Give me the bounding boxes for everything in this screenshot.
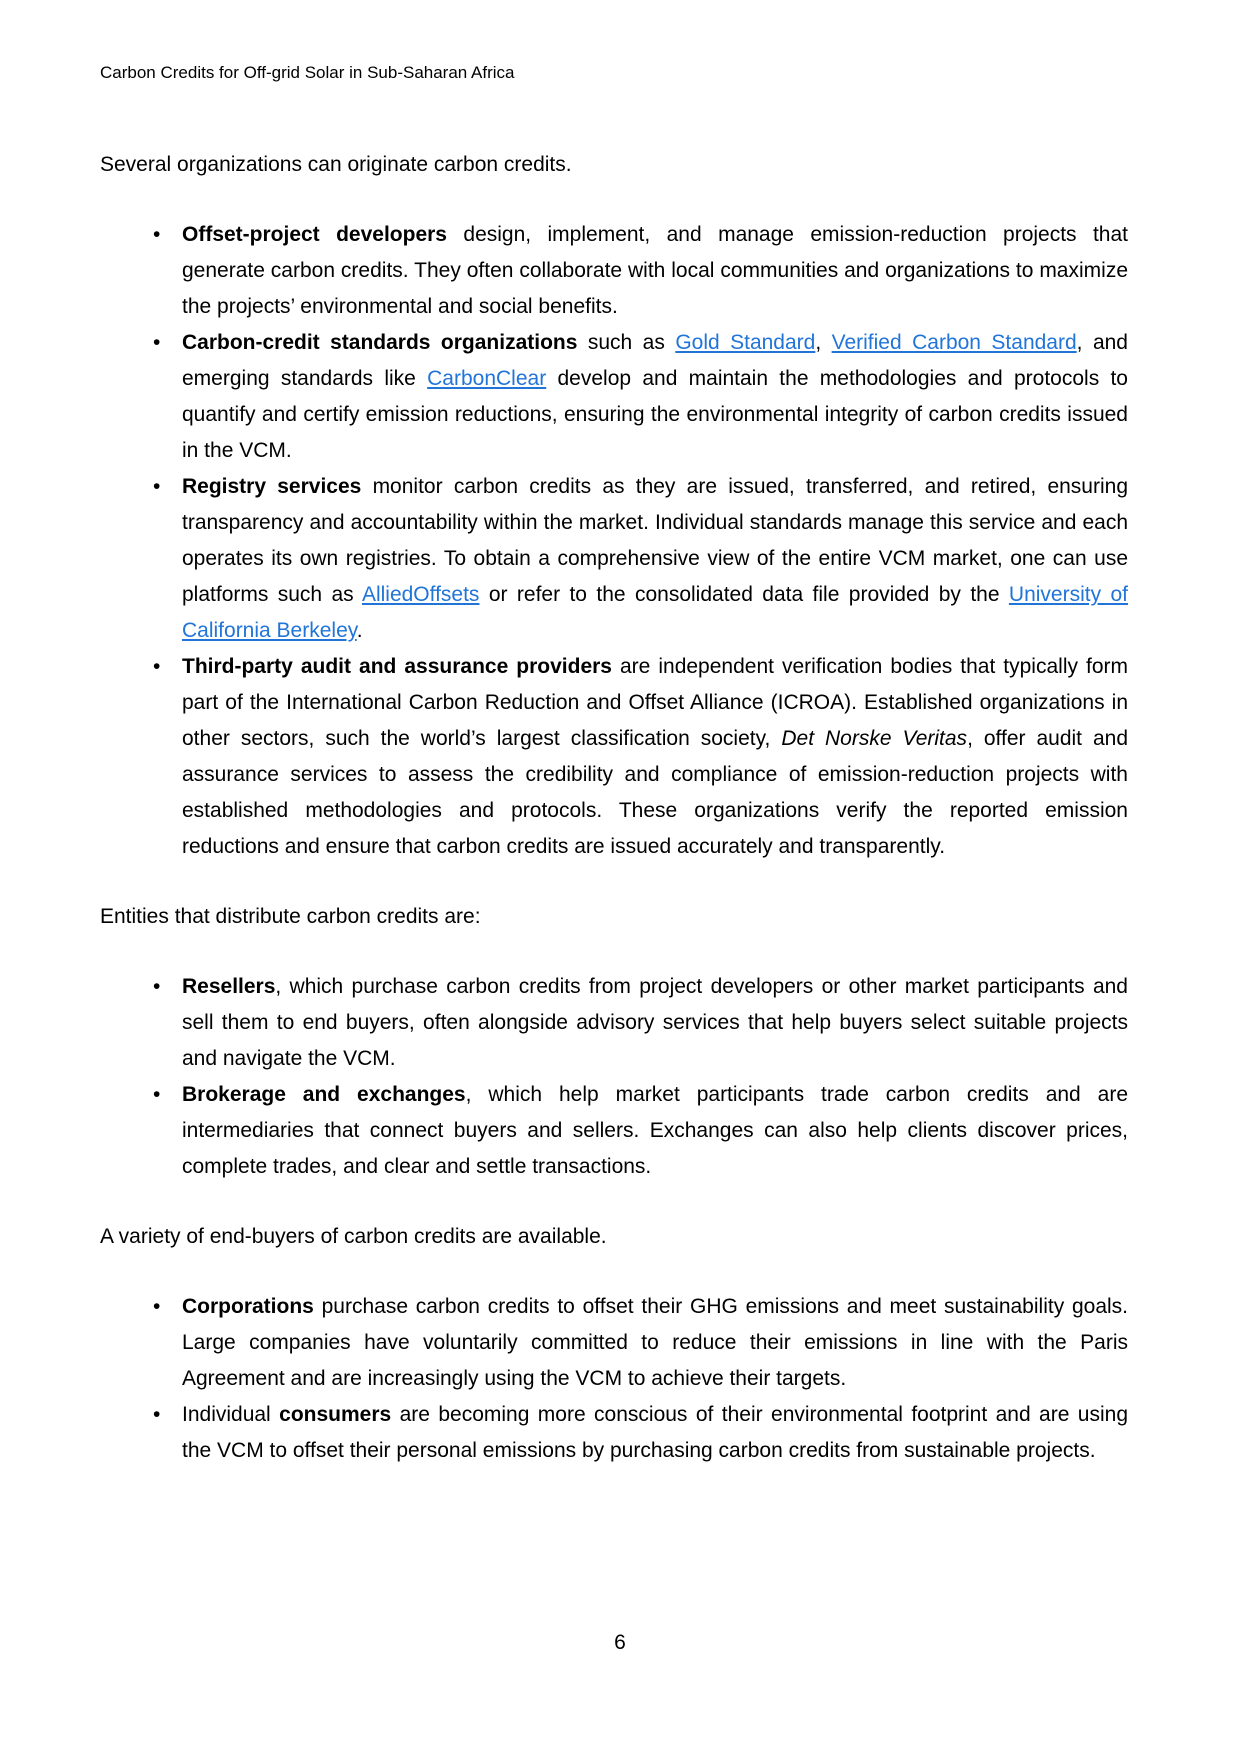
text-run: develop and maintain the methodologies and protocols to quantify and certify emission reductions, ensuring the environmental integrity of carbon credits issued in the VCM. [182,367,1128,462]
text-run: A variety of end-buyers of carbon credits are available. [100,1225,607,1248]
bullet-icon: • [153,475,161,498]
bullet-icon: • [153,1403,161,1426]
text-run: , [815,331,832,354]
list-item [153,969,1128,1077]
bullet-list [100,1289,1128,1469]
text-run: Several organizations can originate carbon credits. [100,153,572,176]
bullet-icon: • [153,655,161,678]
bold-text: Registry services [182,475,362,498]
bullet-icon: • [153,223,161,246]
hyperlink[interactable]: University of California Berkeley [182,583,1128,642]
bold-text: Carbon-credit standards organizations [182,331,578,354]
text-run: , and emerging standards like [182,331,1128,390]
list-item [153,1077,1129,1185]
text-run: such as [577,331,676,354]
bullet-icon: • [153,1083,161,1106]
text-run: are independent verification bodies that typically form part of the International Carbon Reduction and Offset Alliance (ICROA). Established organizations in other sectors, such the world’s largest classification society, [182,655,1128,750]
document-body [100,147,1128,1469]
hyperlink[interactable]: Verified Carbon Standard [831,331,1077,354]
paragraph [100,147,1128,183]
hyperlink[interactable]: AlliedOffsets [361,583,480,606]
bold-text: Offset-project developers [182,223,447,246]
text-run: purchase carbon credits to offset their GHG emissions and meet sustainability goals. Large companies have voluntarily committed to reduce their emissions in line with the Paris Agreement and are increasingly using the VCM to achieve their targets. [182,1295,1128,1390]
bold-text: Brokerage and exchanges [182,1083,466,1106]
list-item [153,1289,1128,1397]
text-run: Entities that distribute carbon credits are: [100,905,481,928]
text-run: , which purchase carbon credits from project developers or other market participants and sell them to end buyers, often alongside advisory services that help buyers select suitable projects and navigate the VCM. [182,975,1128,1070]
text-run: , which help market participants trade carbon credits and are intermediaries that connect buyers and sellers. Exchanges can also help clients discover prices, complete trades, and clear and settle transactions. [182,1083,1129,1178]
text-run: monitor carbon credits as they are issued, transferred, and retired, ensuring transparency and accountability within the market. Individual standards manage this service and each operates its own registries. To obtain a comprehensive view of the entire VCM market, one can use platforms such as [182,475,1128,606]
italic-text: Det Norske Veritas [781,727,968,750]
list-item [153,649,1129,865]
text-run: , offer audit and assurance services to assess the credibility and compliance of emission-reduction projects with established methodologies and protocols. These organizations verify the reported emission reductions and ensure that carbon credits are issued accurately and transparently. [182,727,1129,858]
list-item [153,217,1128,325]
list-item [153,1397,1129,1469]
bold-text: consumers [279,1403,392,1426]
text-run: design, implement, and manage emission-reduction projects that generate carbon credits. They often collaborate with local communities and organizations to maximize the projects’ environmental and social benefits. [182,223,1128,318]
text-run: Individual [182,1403,280,1426]
list-item [153,325,1128,469]
paragraph [100,899,1128,935]
text-run: . [356,619,363,642]
text-run: or refer to the consolidated data file provided by the [479,583,1009,606]
hyperlink[interactable]: CarbonClear [427,367,547,390]
bold-text: Third-party audit and assurance providers [182,655,612,678]
bullet-icon: • [153,1295,161,1318]
paragraph [100,1219,1128,1255]
hyperlink[interactable]: Gold Standard [675,331,816,354]
text-run: are becoming more conscious of their environmental footprint and are using the VCM to offset their personal emissions by purchasing carbon credits from sustainable projects. [182,1403,1129,1462]
bullet-list [100,969,1128,1185]
page-number: 6 [614,1631,626,1654]
bold-text: Corporations [182,1295,314,1318]
bullet-icon: • [153,331,161,354]
list-item [153,469,1128,649]
running-header: Carbon Credits for Off-grid Solar in Sub-Saharan Africa [100,63,515,82]
bullet-list [100,217,1128,865]
bold-text: Resellers [182,975,276,998]
bullet-icon: • [153,975,161,998]
